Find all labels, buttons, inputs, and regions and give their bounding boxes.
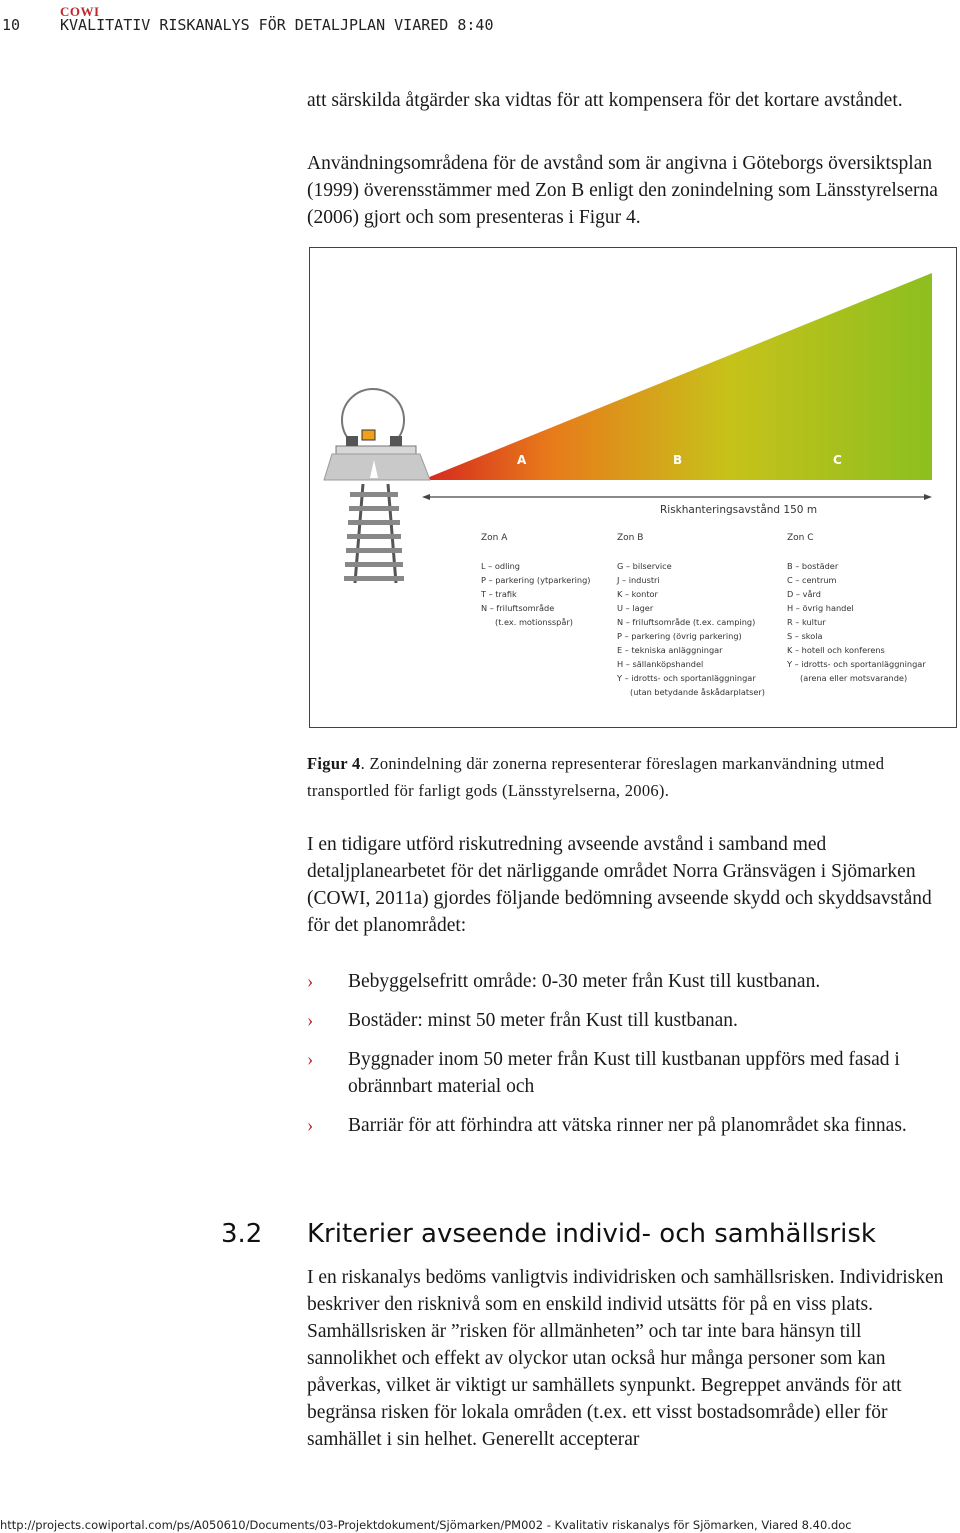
zone-figure-graphic <box>310 248 956 727</box>
paragraph-risk-analysis: I en riskanalys bedöms vanligtvis individrisken och samhällsrisken. Individrisken beskriver den risknivå som en enskild individ utsätts för på en viss plats. Samhällsrisken är ”risken för allmänheten” och tar inte bara hänsyn till sannolikhet och effekt av olyckor utan också hur många personer som kan påverkas, vilket är viktigt ur samhällets synpunkt. Begreppet används för att begränsa risken för lokala områden (t.ex. ett visst bostadsområde) eller för samhället i sin helhet. Generellt accepterar <box>307 1267 944 1450</box>
bullet-item <box>300 1046 940 1100</box>
zone-letter-b: B <box>673 453 683 467</box>
zone-b-item: N – friluftsområde (t.ex. camping) <box>617 617 756 627</box>
bullet-text: Bebyggelsefritt område: 0-30 meter från Kust till kustbanan. <box>348 971 821 992</box>
zone-a-item: P – parkering (ytparkering) <box>481 575 591 585</box>
zone-a-item: (t.ex. motionsspår) <box>495 617 573 627</box>
bullet-text: Bostäder: minst 50 meter från Kust till kustbanan. <box>348 1010 738 1031</box>
bullet-chevron-icon: › <box>307 1115 314 1136</box>
paragraph-previous-study: I en tidigare utförd riskutredning avseende avstånd i samband med detaljplanearbetet för det närliggande området Norra Gränsvägen i Sjömarken (COWI, 2011a) gjordes följande bedömning avseende skydd och skyddsavstånd för det planområdet: <box>307 834 932 936</box>
cowi-logo: COWI <box>60 4 100 19</box>
paragraph-zones: Användningsområdena för de avstånd som är angivna i Göteborgs översiktsplan (1999) överensstämmer med Zon B enligt den zonindelning som Länsstyrelserna (2006) gjort och som presenteras i Figur 4. <box>307 153 938 228</box>
document-title: KVALITATIV RISKANALYS FÖR DETALJPLAN VIARED 8:40 <box>60 16 494 34</box>
zone-b-item: P – parkering (övrig parkering) <box>617 631 742 641</box>
zone-c-item: H – övrig handel <box>787 603 854 613</box>
bullet-list <box>300 968 940 1151</box>
bullet-chevron-icon: › <box>307 1049 314 1070</box>
page-header <box>0 0 960 40</box>
zone-c-title: Zon C <box>787 533 814 543</box>
bullet-item <box>300 1112 940 1139</box>
page-number: 10 <box>2 16 21 34</box>
zone-b-item: J – industri <box>617 575 660 585</box>
zone-b-item: G – bilservice <box>617 561 672 571</box>
bullet-chevron-icon: › <box>307 1010 314 1031</box>
zone-b-item: Y – idrotts- och sportanläggningar <box>617 673 756 683</box>
railway-track-icon <box>344 484 404 583</box>
paragraph-intro: att särskilda åtgärder ska vidtas för att kompensera för det kortare avståndet. <box>307 90 903 111</box>
zone-letter-c: C <box>833 453 842 467</box>
zone-a-item: L – odling <box>481 561 521 571</box>
section-heading: Kriterier avseende individ- och samhällsrisk <box>307 1219 876 1249</box>
distance-arrow <box>422 494 932 516</box>
zone-b-item: E – tekniska anläggningar <box>617 645 723 655</box>
zone-a-item: N – friluftsområde <box>481 603 555 613</box>
zone-b-title: Zon B <box>617 533 644 543</box>
zone-letter-a: A <box>517 453 527 467</box>
zone-c-item: (arena eller motsvarande) <box>800 673 908 683</box>
bullet-item <box>300 1007 940 1034</box>
bullet-text: Barriär för att förhindra att vätska rinner ner på planområdet ska finnas. <box>348 1115 907 1136</box>
zone-b-item: K – kontor <box>617 589 658 599</box>
figure-label: Figur 4 <box>307 754 361 773</box>
zone-a-title: Zon A <box>481 533 508 543</box>
bullet-chevron-icon: › <box>307 971 314 992</box>
zone-c-item: Y – idrotts- och sportanläggningar <box>787 659 926 669</box>
distance-label: Riskhanteringsavstånd 150 m <box>660 504 818 516</box>
zone-b-item: (utan betydande åskådarplatser) <box>630 687 765 697</box>
zone-a-item: T – trafik <box>481 589 517 599</box>
footer-document-path: http://projects.cowiportal.com/ps/A050610/Documents/03-Projektdokument/Sjömarken/PM002 - Kvalitativ riskanalys för Sjömarken, Viared 8.40.doc <box>0 1518 852 1532</box>
section-number: 3.2 <box>221 1219 263 1249</box>
zone-figure <box>309 247 957 728</box>
figure-caption <box>307 750 952 804</box>
zone-c-item: R – kultur <box>787 617 826 627</box>
tank-wagon-icon <box>324 389 430 480</box>
zone-c-item: B – bostäder <box>787 561 839 571</box>
bullet-item <box>300 968 940 995</box>
zone-c-item: D – vård <box>787 589 821 599</box>
bullet-text: Byggnader inom 50 meter från Kust till kustbanan uppförs med fasad i obrännbart material och <box>348 1049 900 1097</box>
zone-b-item: U – lager <box>617 603 654 613</box>
zone-c-item: K – hotell och konferens <box>787 645 885 655</box>
zone-c-item: S – skola <box>787 631 823 641</box>
zone-b-item: H – sällanköpshandel <box>617 659 704 669</box>
risk-gradient-wedge <box>422 273 932 480</box>
zone-c-item: C – centrum <box>787 575 837 585</box>
figure-caption-text: . Zonindelning där zonerna representerar föreslagen markanvändning utmed transportled för farligt gods (Länsstyrelserna, 2006). <box>307 754 885 800</box>
